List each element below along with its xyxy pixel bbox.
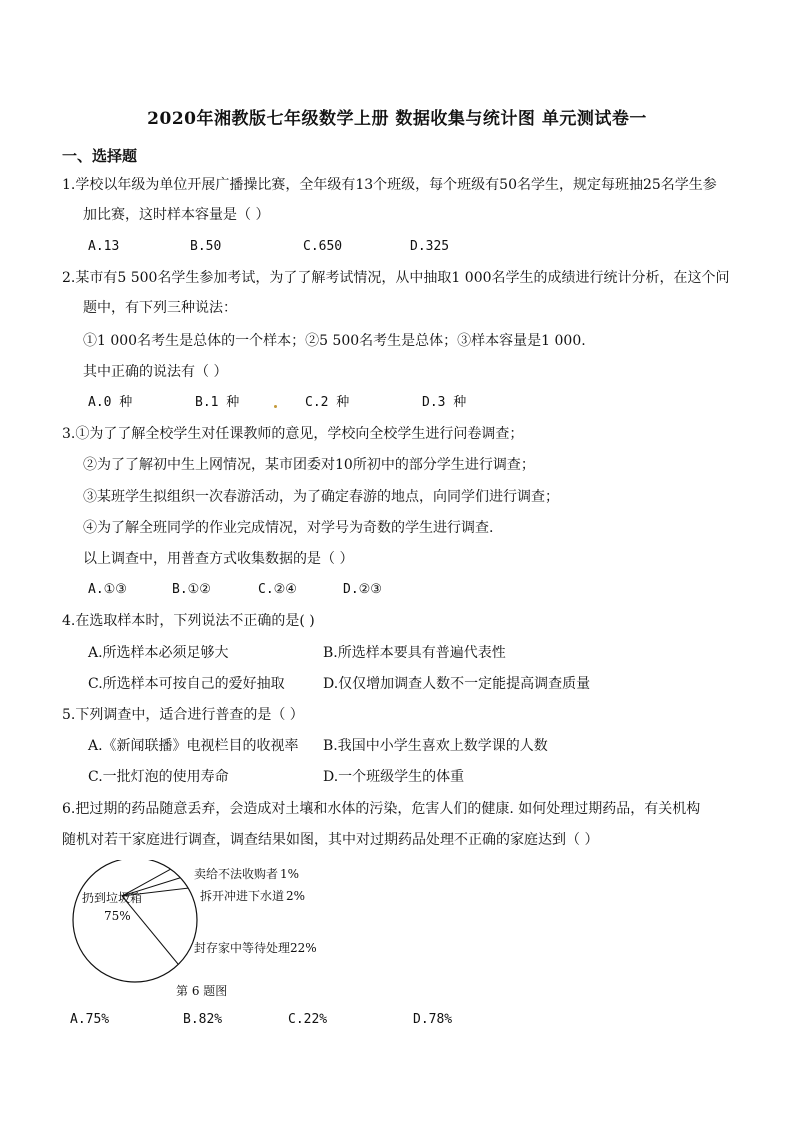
q3-option-c: C.②④ <box>258 582 297 597</box>
q1-option-c: C.650 <box>303 239 343 254</box>
q2-option-d: D.3 种 <box>422 395 467 410</box>
q6-text-line1: 6.把过期的药品随意丢弃，会造成对土壤和水体的污染，危害人们的健康. 如何处理过期药品，有关机构 <box>62 801 701 817</box>
q1-text-line1: 1.学校以年级为单位开展广播操比赛，全年级有13个班级，每个班级有50名学生，规定每班抽25名学生参 <box>62 177 717 193</box>
slice-label-sell: 卖给不法收购者 <box>194 867 279 881</box>
q4-text-line1: 4.在选取样本时，下列说法不正确的是( ) <box>62 613 315 629</box>
q5-text-line1: 5.下列调查中，适合进行普查的是（ ） <box>62 707 304 723</box>
boundary-store-trash <box>122 896 178 964</box>
q4-option-a: A.所选样本必须足够大 <box>88 645 229 661</box>
q3-option-a: A.①③ <box>88 582 127 597</box>
q3-option-d: D.②③ <box>343 582 382 597</box>
q3-text-line5: 以上调查中，用普查方式收集数据的是（ ） <box>83 551 354 567</box>
figure-caption: 第 6 题图 <box>176 984 228 998</box>
q2-option-a: A.0 种 <box>88 395 133 410</box>
slice-label-flush: 拆开冲进下水道 <box>200 889 285 903</box>
q1-option-a: A.13 <box>88 239 120 254</box>
slice-label-store: 封存家中等待处理 <box>194 941 291 955</box>
q6-text-line2: 随机对若干家庭进行调查，调查结果如图，其中对过期药品处理不正确的家庭达到（ ） <box>62 832 599 848</box>
q5-option-c: C.一批灯泡的使用寿命 <box>88 769 229 785</box>
q2-text-line4: 其中正确的说法有（ ） <box>83 364 228 380</box>
q3-text-line4: ④为了解全班同学的作业完成情况，对学号为奇数的学生进行调查. <box>83 520 494 536</box>
q3-text-line1: 3.①为了了解全校学生对任课教师的意见，学校向全校学生进行问卷调查； <box>62 426 524 442</box>
q6-option-c: C.22% <box>288 1012 328 1027</box>
q4-option-b: B.所选样本要具有普遍代表性 <box>323 645 506 661</box>
q1-option-d: D.325 <box>410 239 450 254</box>
slice-value-store: 22% <box>290 941 317 955</box>
q2-text-line1: 2.某市有5 500名学生参加考试，为了了解考试情况，从中抽取1 000名学生的成绩进行统计分析，在这个问 <box>62 270 730 286</box>
q6-option-b: B.82% <box>183 1012 223 1027</box>
q1-option-b: B.50 <box>190 239 222 254</box>
q1-text-line2: 加比赛，这时样本容量是（ ） <box>83 207 270 223</box>
q6-option-a: A.75% <box>70 1012 110 1027</box>
q3-text-line3: ③某班学生拟组织一次春游活动，为了确定春游的地点，向同学们进行调查； <box>83 489 559 505</box>
q6-option-d: D.78% <box>413 1012 453 1027</box>
q5-option-d: D.一个班级学生的体重 <box>323 769 465 785</box>
q2-option-c: C.2 种 <box>305 395 350 410</box>
q2-text-line2: 题中，有下列三种说法： <box>83 300 237 316</box>
q2-text-line3: ①1 000名考生是总体的一个样本；②5 500名考生是总体；③样本容量是1 000. <box>83 333 586 349</box>
page-title: 2020年湘教版七年级数学上册 数据收集与统计图 单元测试卷一 <box>147 109 647 129</box>
stray-mark <box>274 405 277 408</box>
q3-option-b: B.①② <box>172 582 211 597</box>
q2-option-b: B.1 种 <box>195 395 240 410</box>
slice-value-trash: 75% <box>104 909 131 923</box>
slice-value-sell: 1% <box>280 867 300 881</box>
q5-option-b: B.我国中小学生喜欢上数学课的人数 <box>323 738 548 754</box>
q5-option-a: A.《新闻联播》电视栏目的收视率 <box>88 738 299 754</box>
section-heading: 一、选择题 <box>62 147 138 165</box>
slice-value-flush: 2% <box>286 889 306 903</box>
pie-chart <box>60 860 380 990</box>
q3-text-line2: ②为了了解初中生上网情况，某市团委对10所初中的部分学生进行调查； <box>83 457 535 473</box>
q4-option-c: C.所选样本可按自己的爱好抽取 <box>88 676 285 692</box>
q4-option-d: D.仅仅增加调查人数不一定能提高调查质量 <box>323 676 591 692</box>
slice-label-trash: 扔到垃圾箱 <box>82 891 143 905</box>
